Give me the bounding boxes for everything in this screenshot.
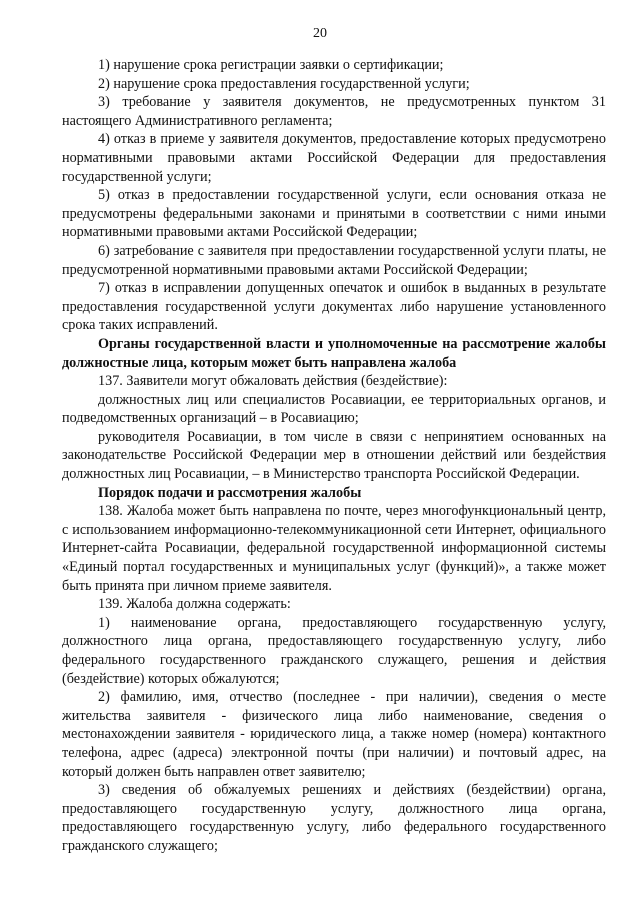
paragraph-137-officials: должностных лиц или специалистов Росавиации, ее территориальных органов, и подведомственных организаций – в Росавиацию;: [62, 391, 606, 427]
paragraph-violation-registration-term: 1) нарушение срока регистрации заявки о сертификации;: [98, 57, 444, 73]
paragraph-137-head: руководителя Росавиации, в том числе в связи с непринятием основанных на законодательстве Российской Федерации мер в отношении действий или бездействия должностных лиц Росавиации, – в Министерство транспорта Российской Федерации.: [62, 428, 606, 483]
paragraph-unlawful-fee: 6) затребование с заявителя при предоставлении государственной услуги платы, не предусмотренной нормативными правовыми актами Российской Федерации;: [62, 242, 606, 278]
section-heading-complaint-procedure: Порядок подачи и рассмотрения жалобы: [98, 484, 362, 501]
paragraph-137: 137. Заявители могут обжаловать действия (бездействие):: [98, 373, 448, 390]
paragraph-139-item-1: 1) наименование органа, предоставляющего государственную услугу, должностного лица органа, предоставляющего государственную услугу, либо федерального государственного гражданского служащего, решения и действия (бездействие) которых обжалуются;: [62, 614, 606, 687]
document-body: [62, 56, 606, 856]
paragraph-139: 139. Жалоба должна содержать:: [98, 596, 291, 613]
paragraph-139-item-2: 2) фамилию, имя, отчество (последнее - при наличии), сведения о месте жительства заявителя - физического лица либо наименование, сведения о местонахождении заявителя - юридического лица, а также номер (номера) контактного телефона, адрес (адреса) электронной почты (при наличии) и почтовый адрес, на который должен быть направлен ответ заявителю;: [62, 689, 606, 780]
paragraph-extra-documents-demand: 3) требование у заявителя документов, не предусмотренных пунктом 31 настоящего Административного регламента;: [62, 94, 606, 129]
page-number: 20: [313, 26, 327, 41]
paragraph-138: 138. Жалоба может быть направлена по почте, через многофункциональный центр, с использованием информационно-телекоммуникационной сети Интернет, официального Интернет-сайта Росавиации, федеральной государственной информационной системы «Единый портал государственных и муниципальных услуг (функций)», а также может быть принята при личном приеме заявителя.: [62, 503, 606, 594]
paragraph-139-item-3: 3) сведения об обжалуемых решениях и действиях (бездействии) органа, предоставляющего государственную услугу, должностного лица органа, предоставляющего государственную услугу, либо федерального государственного гражданского служащего;: [62, 782, 606, 854]
paragraph-violation-service-term: 2) нарушение срока предоставления государственной услуги;: [98, 75, 470, 92]
paragraph-refusal-of-service: 5) отказ в предоставлении государственной услуги, если основания отказа не предусмотрены федеральными законами и принятыми в соответствии с ними иными нормативными правовыми актами Российской Федерации;: [62, 187, 606, 241]
section-heading-complaint-authorities: Органы государственной власти и уполномоченные на рассмотрение жалобы должностные лица, которым может быть направлена жалоба: [62, 335, 606, 371]
paragraph-refusal-to-accept-documents: 4) отказ в приеме у заявителя документов, предоставление которых предусмотрено нормативными правовыми актами Российской Федерации для предоставления государственной услуги;: [62, 131, 606, 185]
paragraph-refusal-to-correct-errors: 7) отказ в исправлении допущенных опечаток и ошибок в выданных в результате предоставления государственной услуги документах либо нарушение установленного срока таких исправлений.: [62, 280, 606, 334]
